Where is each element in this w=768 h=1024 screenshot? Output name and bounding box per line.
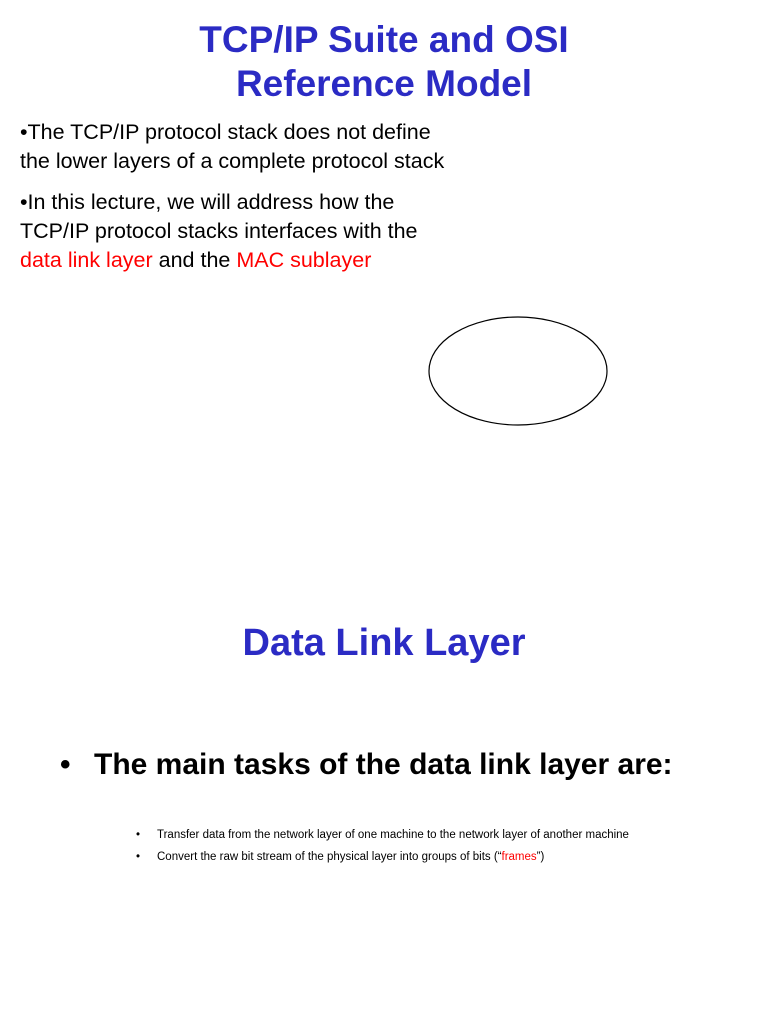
paragraph-lower-layers: •The TCP/IP protocol stack does not define the lower layers of a complete protocol stack [20, 120, 445, 173]
bullet-icon: • [136, 829, 141, 841]
paragraph-text: and the [152, 248, 237, 272]
bullet-icon: • [136, 851, 141, 863]
sub-bullet-text [157, 850, 756, 864]
highlight-mac-sublayer: MAC sublayer [236, 248, 372, 272]
slide-title [0, 18, 768, 106]
sub-bullet-text-start: Convert the raw bit stream of the physical layer into groups of bits (“ [157, 851, 502, 863]
main-bullet [60, 746, 740, 783]
slide-body [20, 118, 460, 287]
paragraph-text: •In this lecture, we will address how the TCP/IP protocol stacks interfaces with the [20, 190, 418, 243]
slide-data-link-layer [0, 512, 768, 1024]
list-item [136, 850, 756, 864]
ellipse-graphic [426, 314, 612, 430]
sub-bullet-list [136, 828, 756, 872]
bullet-icon: • [60, 748, 71, 781]
list-item [136, 828, 756, 842]
highlight-frames: frames [501, 851, 537, 863]
title-line-1: TCP/IP Suite and OSI [199, 19, 569, 60]
paragraph-lecture-scope [20, 188, 460, 275]
main-bullet-text: The main tasks of the data link layer are: [94, 748, 673, 781]
title-line-2: Reference Model [235, 63, 533, 104]
sub-bullet-text: Transfer data from the network layer of one machine to the network layer of another machine [157, 829, 629, 841]
slide-title: Data Link Layer [242, 622, 526, 664]
sub-bullet-text-end: ”) [536, 851, 545, 863]
highlight-data-link-layer: data link layer [20, 248, 153, 272]
ellipse-shape [426, 314, 612, 435]
